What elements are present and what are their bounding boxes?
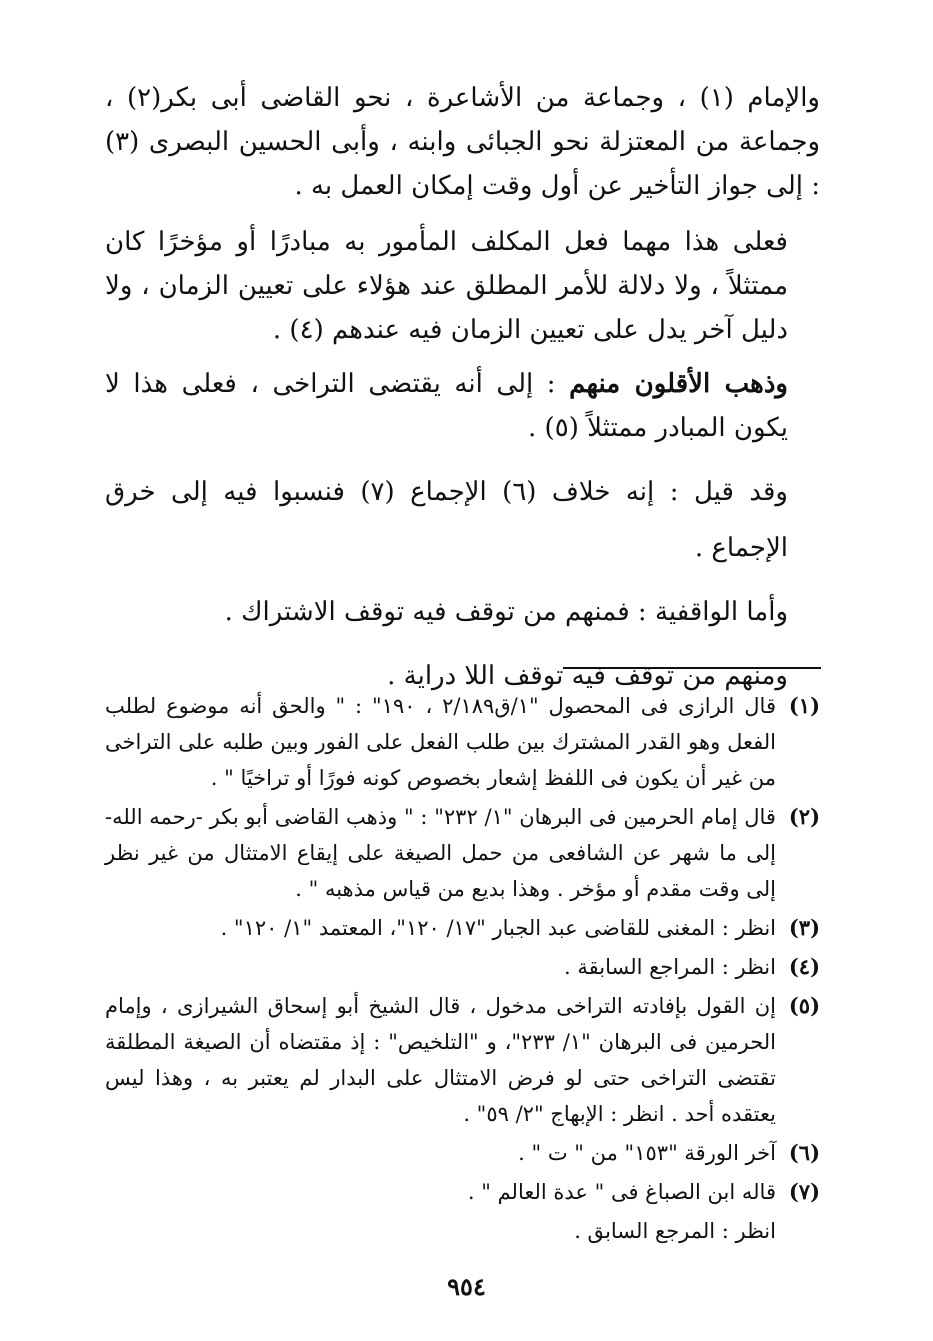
footnote-7: [105, 1174, 820, 1210]
footnote-2: [105, 799, 820, 907]
paragraph-1: والإمام (١) ، وجماعة من الأشاعرة ، نحو القاضى أبى بكر(٢) ، وجماعة من المعتزلة نحو الجبائى وابنه ، وأبى الحسين البصرى (٣) : إلى جواز التأخير عن أول وقت إمكان العمل به .: [105, 83, 820, 201]
footnote-text: إن القول بإفادته التراخى مدخول ، قال الشيخ أبو إسحاق الشيرازى ، وإمام الحرمين فى البرهان "١/ ٢٣٣"، و "التلخيص" : إذ مقتضاه أن الصيغة المطلقة تقتضى التراخى حتى لو فرض الامتثال على البدار لم يعتبر به ، وهذا ليس يعتقده أحد . انظر : الإبهاج "٢/ ٥٩" .: [105, 994, 776, 1126]
paragraph-4-heading: وقد قيل: [693, 477, 788, 507]
paragraph-6: ومنهم من توقف فيه توقف اللا دراية .: [387, 661, 788, 691]
footnote-number: (٦): [788, 1140, 820, 1165]
footnote-text: قاله ابن الصباغ فى " عدة العالم " .: [467, 1180, 776, 1204]
footnote-text: قال إمام الحرمين فى البرهان "١/ ٢٣٢" : " وذهب القاضى أبو بكر -رحمه الله- إلى ما شهر عن الشافعى من حمل الصيغة على إيقاع الامتثال من غير نظر إلى وقت مقدم أو مؤخر . وهذا بديع من قياس مذهبه " .: [105, 805, 776, 901]
main-text: [105, 76, 820, 704]
footnote-4: [105, 949, 820, 985]
footnote-6: [105, 1135, 820, 1171]
footnotes: [105, 688, 820, 1249]
footnote-text: انظر : المغنى للقاضى عبد الجبار "١٧/ ١٢٠"، المعتمد "١/ ١٢٠" .: [220, 916, 776, 940]
footnote-separator: [563, 667, 821, 669]
footnote-number: (١): [788, 693, 820, 718]
paragraph-5-heading: وأما الواقفية: [654, 597, 788, 627]
footnote-5: [105, 988, 820, 1132]
paragraph-3: [105, 362, 820, 450]
paragraph-3-text: : إلى أنه يقتضى التراخى ، فعلى هذا لا يكون المبادر ممتثلاً (٥) .: [105, 369, 788, 443]
page-number: ٩٥٤: [447, 1272, 486, 1301]
paragraph-5: [105, 584, 820, 640]
paragraph-4: [105, 464, 820, 576]
paragraph-3-heading: وذهب الأقلون منهم: [569, 369, 788, 399]
footnote-number: (٢): [788, 804, 820, 829]
footnote-text: قال الرازى فى المحصول "١/ق٢/١٨٩ ، ١٩٠" : " والحق أنه موضوع لطلب الفعل وهو القدر المشترك بين طلب الفعل على الفور وبين طلبه على التراخى من غير أن يكون فى اللفظ إشعار بخصوص كونه فورًا أو تراخيًا " .: [105, 694, 776, 790]
footnote-number: (٥): [788, 993, 820, 1018]
footnote-7-continuation: انظر : المرجع السابق .: [574, 1219, 776, 1243]
footnote-1: [105, 688, 820, 796]
paragraph-4-text: : إنه خلاف (٦) الإجماع (٧) فنسبوا فيه إلى خرق الإجماع .: [105, 477, 788, 563]
footnote-number: (٤): [788, 954, 820, 979]
paragraph-5-text: : فمنهم من توقف فيه توقف الاشتراك .: [224, 597, 655, 627]
paragraph-2: فعلى هذا مهما فعل المكلف المأمور به مبادرًا أو مؤخرًا كان ممتثلاً ، ولا دلالة للأمر المطلق عند هؤلاء على تعيين الزمان ، ولا دليل آخر يدل على تعيين الزمان فيه عندهم (٤) .: [105, 227, 788, 345]
footnote-text: آخر الورقة "١٥٣" من " ت " .: [518, 1141, 776, 1165]
footnote-3: [105, 910, 820, 946]
footnote-number: (٣): [788, 915, 820, 940]
footnote-number: (٧): [788, 1179, 820, 1204]
footnote-text: انظر : المراجع السابقة .: [564, 955, 776, 979]
